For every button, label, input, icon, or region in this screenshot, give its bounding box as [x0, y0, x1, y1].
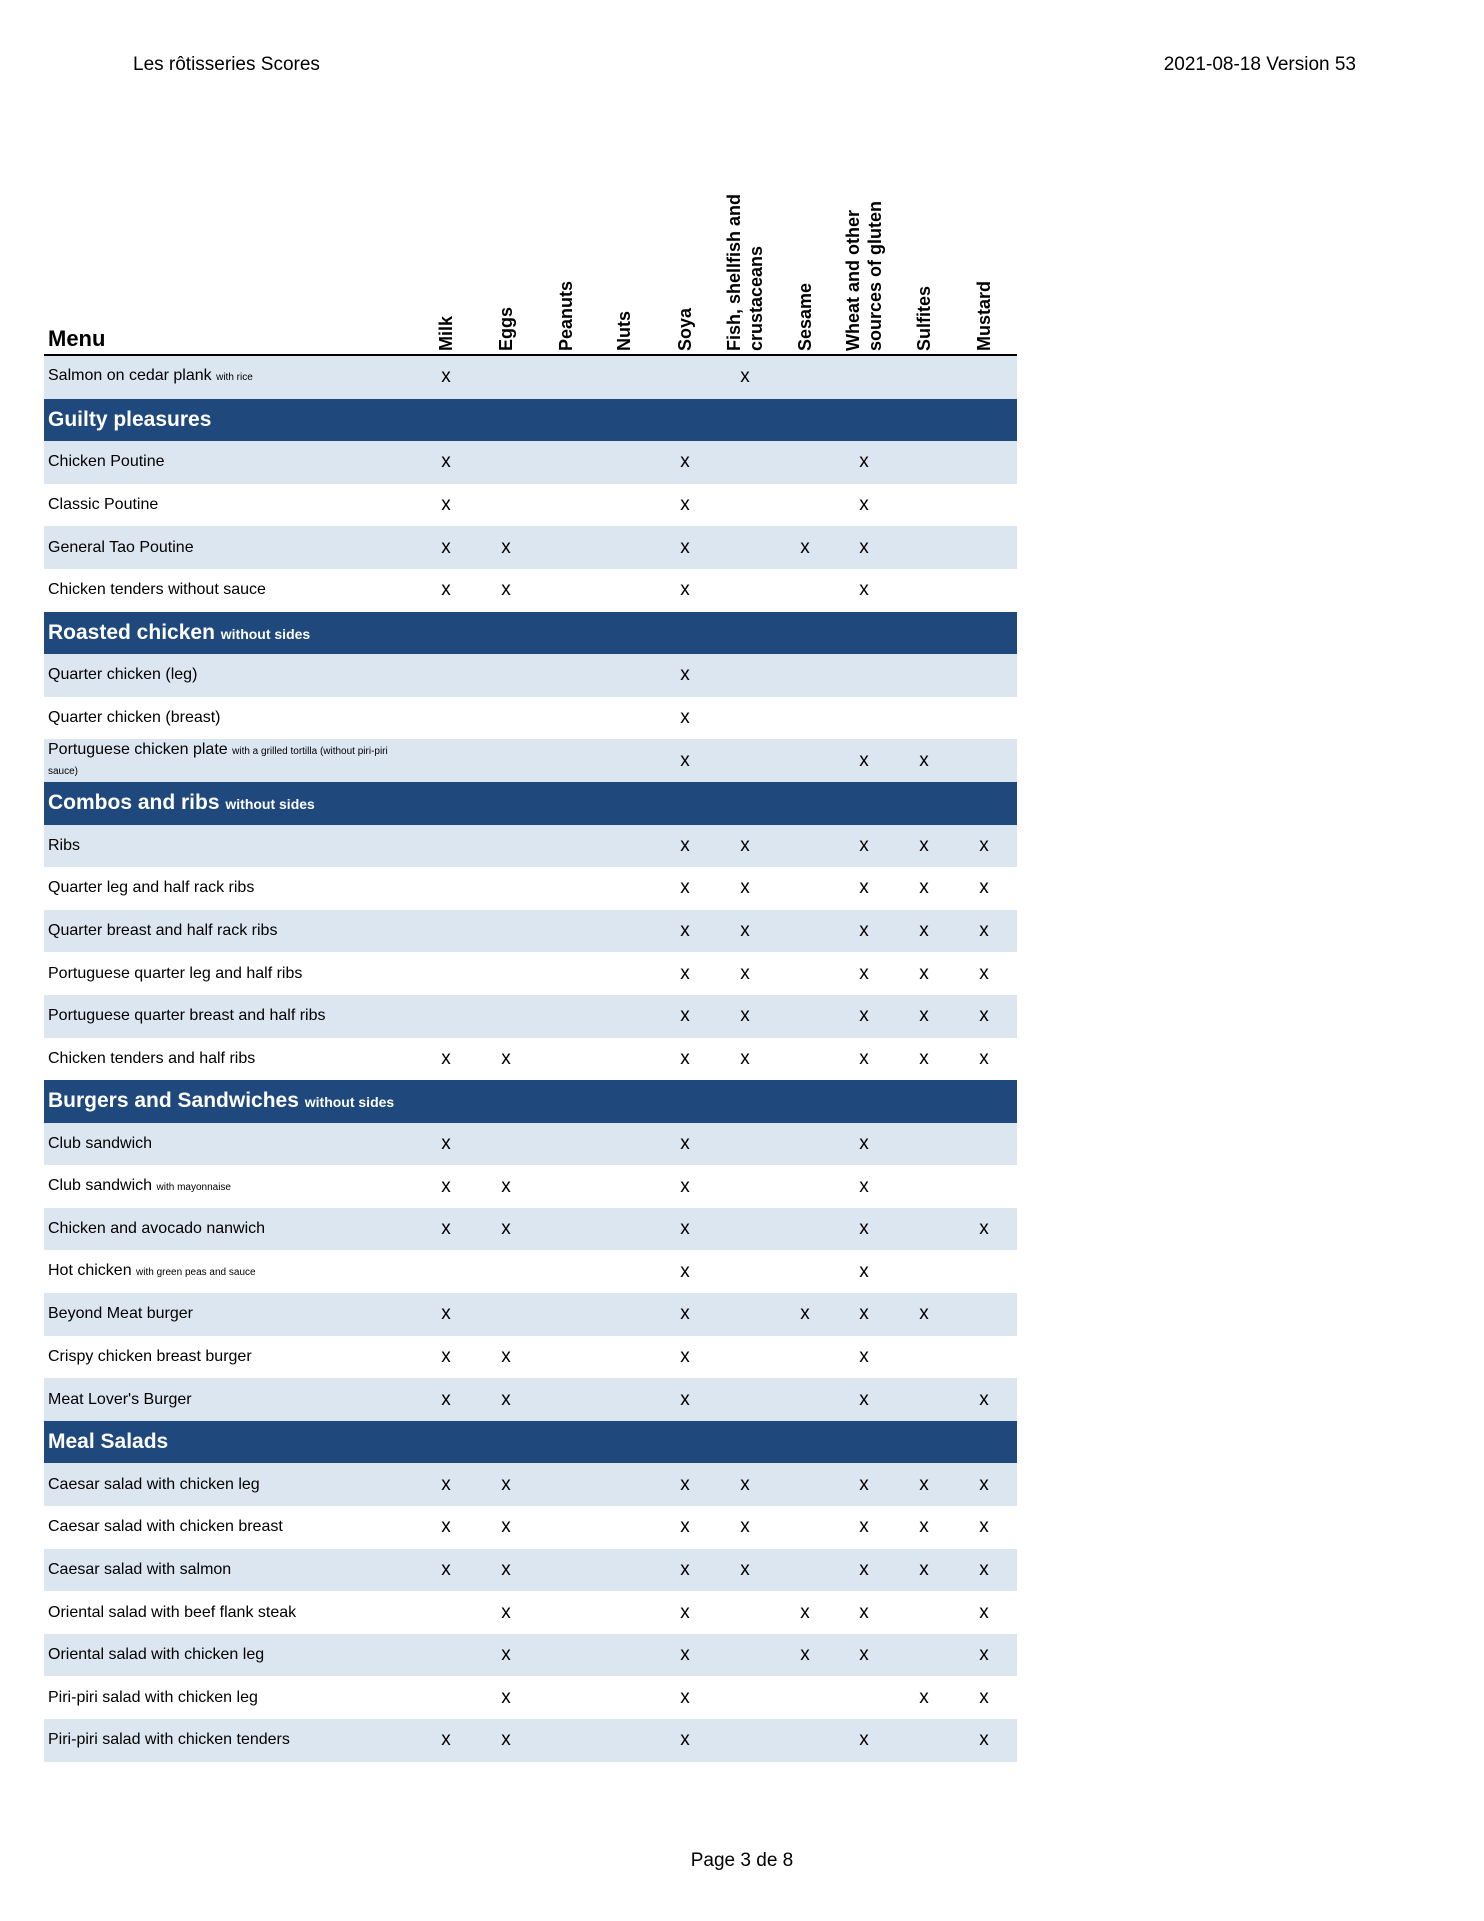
allergen-mark-soya: x [680, 1175, 690, 1197]
allergen-mark-sesame: x [800, 1303, 810, 1325]
menu-item [48, 1007, 408, 1025]
allergen-mark-milk: x [441, 1388, 451, 1410]
allergen-mark-fish-shellfish: x [740, 1005, 750, 1027]
menu-item [48, 453, 408, 471]
menu-item-name: Meat Lover's Burger [48, 1390, 192, 1408]
allergen-mark-mustard: x [979, 1558, 989, 1580]
column-header-line: Soya [675, 307, 695, 351]
allergen-mark-mustard: x [979, 834, 989, 856]
menu-item-row [44, 569, 1017, 612]
allergen-mark-milk: x [441, 366, 451, 388]
allergen-mark-wheat-gluten: x [859, 1047, 869, 1069]
menu-item-name: Chicken tenders and half ribs [48, 1049, 256, 1067]
menu-item-row [44, 1719, 1017, 1762]
allergen-mark-soya: x [680, 707, 690, 729]
allergen-mark-fish-shellfish: x [740, 962, 750, 984]
allergen-mark-eggs: x [501, 1175, 511, 1197]
menu-item [48, 367, 408, 387]
page-number: Page 3 de 8 [690, 1850, 794, 1871]
allergen-mark-milk: x [441, 451, 451, 473]
column-header-line: crustaceans [746, 245, 766, 351]
category-note: without sides [220, 625, 311, 642]
allergen-mark-soya: x [680, 834, 690, 856]
allergen-mark-wheat-gluten: x [859, 536, 869, 558]
menu-item-row [44, 952, 1017, 995]
menu-item-row [44, 739, 1017, 782]
category-row [44, 782, 1017, 825]
allergen-mark-mustard: x [979, 1005, 989, 1027]
allergen-mark-wheat-gluten: x [859, 451, 869, 473]
allergen-mark-milk: x [441, 1175, 451, 1197]
menu-item-note: with green peas and sauce [136, 1266, 256, 1278]
allergen-mark-soya: x [680, 1601, 690, 1623]
menu-item-name: Quarter chicken (breast) [48, 709, 221, 727]
allergen-mark-fish-shellfish: x [740, 1516, 750, 1538]
menu-item-row [44, 825, 1017, 868]
column-header-line: Mustard [974, 280, 994, 351]
menu-item-row [44, 1634, 1017, 1677]
allergen-mark-eggs: x [501, 1686, 511, 1708]
column-header-line: sources of gluten [865, 200, 885, 351]
allergen-mark-soya: x [680, 664, 690, 686]
menu-item-name: Caesar salad with chicken breast [48, 1518, 283, 1536]
allergen-mark-mustard: x [979, 1388, 989, 1410]
menu-item-row [44, 697, 1017, 740]
allergen-mark-soya: x [680, 1260, 690, 1282]
menu-item-name: Beyond Meat burger [48, 1305, 193, 1323]
allergen-mark-wheat-gluten: x [859, 962, 869, 984]
menu-item-row [44, 1591, 1017, 1634]
menu-item [48, 1604, 408, 1622]
allergen-mark-milk: x [441, 1047, 451, 1069]
menu-item-name: Piri-piri salad with chicken tenders [48, 1731, 290, 1749]
menu-item-name: Salmon on cedar plank [48, 367, 212, 385]
menu-item [48, 1177, 408, 1197]
allergen-mark-milk: x [441, 1218, 451, 1240]
allergen-mark-sulfites: x [919, 1516, 929, 1538]
menu-item-name: Quarter leg and half rack ribs [48, 879, 255, 897]
allergen-mark-wheat-gluten: x [859, 1005, 869, 1027]
allergen-mark-soya: x [680, 494, 690, 516]
menu-item-row [44, 1038, 1017, 1081]
menu-item-row [44, 1123, 1017, 1166]
allergen-mark-mustard: x [979, 1516, 989, 1538]
allergen-mark-milk: x [441, 1729, 451, 1751]
allergen-mark-wheat-gluten: x [859, 1175, 869, 1197]
menu-item [48, 1476, 408, 1494]
allergen-mark-soya: x [680, 536, 690, 558]
menu-item-row [44, 1336, 1017, 1379]
allergen-table [44, 175, 1017, 1762]
allergen-mark-wheat-gluten: x [859, 1516, 869, 1538]
menu-item-note: with rice [216, 372, 253, 384]
allergen-mark-milk: x [441, 579, 451, 601]
allergen-mark-mustard: x [979, 1729, 989, 1751]
menu-item-name: Caesar salad with salmon [48, 1560, 232, 1578]
allergen-mark-wheat-gluten: x [859, 1132, 869, 1154]
category-row [44, 399, 1017, 442]
allergen-mark-sulfites: x [919, 1303, 929, 1325]
allergen-mark-sesame: x [800, 1644, 810, 1666]
category-row [44, 1421, 1017, 1464]
category-row [44, 612, 1017, 655]
menu-item-name: Hot chicken [48, 1261, 132, 1279]
menu-item-name: Portuguese quarter breast and half ribs [48, 1007, 326, 1025]
allergen-mark-sulfites: x [919, 1047, 929, 1069]
column-header-line: Peanuts [556, 280, 576, 351]
allergen-mark-mustard: x [979, 877, 989, 899]
allergen-mark-milk: x [441, 1303, 451, 1325]
allergen-mark-sulfites: x [919, 749, 929, 771]
menu-item-name: General Tao Poutine [48, 538, 194, 556]
allergen-mark-sulfites: x [919, 920, 929, 942]
allergen-mark-fish-shellfish: x [740, 1558, 750, 1580]
allergen-mark-wheat-gluten: x [859, 1260, 869, 1282]
allergen-mark-wheat-gluten: x [859, 1473, 869, 1495]
category-row [44, 1080, 1017, 1123]
menu-item-row [44, 1463, 1017, 1506]
allergen-mark-milk: x [441, 1473, 451, 1495]
allergen-mark-milk: x [441, 494, 451, 516]
menu-item-note: with a grilled tortilla (without piri-piri sauce) [48, 745, 388, 777]
menu-item-row [44, 1378, 1017, 1421]
menu-item [48, 1561, 408, 1579]
allergen-mark-sulfites: x [919, 1686, 929, 1708]
category-title: Burgers and Sandwiches [48, 1089, 299, 1113]
menu-item [48, 1305, 408, 1323]
menu-item-name: Chicken tenders without sauce [48, 581, 266, 599]
menu-item-row [44, 867, 1017, 910]
allergen-mark-mustard: x [979, 920, 989, 942]
allergen-mark-eggs: x [501, 1516, 511, 1538]
menu-item-name: Classic Poutine [48, 496, 159, 514]
allergen-mark-soya: x [680, 920, 690, 942]
allergen-mark-mustard: x [979, 1473, 989, 1495]
allergen-mark-soya: x [680, 1473, 690, 1495]
category-title: Roasted chicken [48, 620, 215, 644]
allergen-mark-eggs: x [501, 1388, 511, 1410]
menu-item [48, 1689, 408, 1707]
menu-item [48, 922, 408, 940]
allergen-mark-soya: x [680, 451, 690, 473]
allergen-mark-sulfites: x [919, 877, 929, 899]
menu-item-note: with mayonnaise [156, 1181, 231, 1193]
allergen-mark-wheat-gluten: x [859, 1303, 869, 1325]
menu-item [48, 1348, 408, 1366]
allergen-mark-eggs: x [501, 1644, 511, 1666]
allergen-mark-eggs: x [501, 1218, 511, 1240]
menu-item [48, 1731, 408, 1749]
allergen-mark-eggs: x [501, 536, 511, 558]
allergen-mark-milk: x [441, 1558, 451, 1580]
allergen-mark-eggs: x [501, 579, 511, 601]
menu-item [48, 837, 408, 855]
allergen-mark-soya: x [680, 1729, 690, 1751]
menu-item-row [44, 1549, 1017, 1592]
menu-item [48, 879, 408, 897]
document-version: 2021-08-18 Version 53 [1163, 54, 1356, 75]
menu-item-row [44, 526, 1017, 569]
allergen-mark-sulfites: x [919, 1473, 929, 1495]
menu-item-row [44, 1250, 1017, 1293]
menu-item-name: Piri-piri salad with chicken leg [48, 1688, 258, 1706]
menu-item-name: Oriental salad with chicken leg [48, 1646, 265, 1664]
allergen-mark-soya: x [680, 877, 690, 899]
category-name [48, 1430, 168, 1454]
menu-column-title: Menu [48, 326, 106, 351]
menu-item-name: Oriental salad with beef flank steak [48, 1603, 297, 1621]
allergen-mark-mustard: x [979, 962, 989, 984]
allergen-mark-eggs: x [501, 1473, 511, 1495]
allergen-mark-wheat-gluten: x [859, 1729, 869, 1751]
menu-item [48, 1518, 408, 1536]
allergen-mark-wheat-gluten: x [859, 1601, 869, 1623]
column-header-line: Sesame [795, 282, 815, 351]
allergen-mark-milk: x [441, 536, 451, 558]
allergen-mark-wheat-gluten: x [859, 1218, 869, 1240]
menu-item [48, 741, 408, 781]
menu-item-name: Crispy chicken breast burger [48, 1347, 252, 1365]
allergen-mark-fish-shellfish: x [740, 877, 750, 899]
allergen-mark-eggs: x [501, 1558, 511, 1580]
allergen-mark-wheat-gluten: x [859, 749, 869, 771]
menu-item-row [44, 910, 1017, 953]
allergen-mark-wheat-gluten: x [859, 1388, 869, 1410]
category-name [48, 408, 211, 432]
allergen-mark-soya: x [680, 1005, 690, 1027]
allergen-mark-mustard: x [979, 1601, 989, 1623]
allergen-mark-soya: x [680, 1132, 690, 1154]
allergen-mark-sulfites: x [919, 962, 929, 984]
allergen-mark-wheat-gluten: x [859, 1558, 869, 1580]
allergen-mark-soya: x [680, 1047, 690, 1069]
allergen-mark-fish-shellfish: x [740, 834, 750, 856]
allergen-mark-soya: x [680, 1303, 690, 1325]
allergen-mark-mustard: x [979, 1686, 989, 1708]
allergen-mark-sesame: x [800, 1601, 810, 1623]
allergen-mark-mustard: x [979, 1644, 989, 1666]
allergen-mark-fish-shellfish: x [740, 1047, 750, 1069]
table-body [44, 356, 1017, 1762]
menu-item [48, 1391, 408, 1409]
category-name [48, 1089, 394, 1113]
allergen-mark-eggs: x [501, 1345, 511, 1367]
menu-item [48, 581, 408, 599]
allergen-mark-soya: x [680, 1388, 690, 1410]
menu-item [48, 1050, 408, 1068]
menu-item-name: Portuguese quarter leg and half ribs [48, 964, 303, 982]
allergen-mark-eggs: x [501, 1729, 511, 1751]
menu-item-name: Caesar salad with chicken leg [48, 1475, 260, 1493]
allergen-mark-wheat-gluten: x [859, 834, 869, 856]
category-name [48, 791, 315, 815]
allergen-mark-soya: x [680, 1345, 690, 1367]
menu-item-name: Ribs [48, 836, 81, 854]
menu-item [48, 666, 408, 684]
allergen-mark-fish-shellfish: x [740, 366, 750, 388]
menu-item-name: Club sandwich [48, 1134, 153, 1152]
allergen-mark-wheat-gluten: x [859, 1345, 869, 1367]
menu-item [48, 1262, 408, 1282]
allergen-mark-fish-shellfish: x [740, 920, 750, 942]
menu-item-name: Quarter breast and half rack ribs [48, 922, 278, 940]
menu-item-row [44, 1293, 1017, 1336]
allergen-mark-wheat-gluten: x [859, 920, 869, 942]
table-header [44, 175, 1017, 356]
column-header-line: Nuts [614, 311, 634, 351]
column-header-line: Wheat and other [843, 209, 863, 351]
allergen-mark-eggs: x [501, 1601, 511, 1623]
menu-item-row [44, 654, 1017, 697]
allergen-mark-wheat-gluten: x [859, 494, 869, 516]
allergen-mark-milk: x [441, 1345, 451, 1367]
allergen-mark-eggs: x [501, 1047, 511, 1069]
category-title: Meal Salads [48, 1430, 169, 1454]
menu-item-name: Portuguese chicken plate [48, 740, 228, 758]
menu-item [48, 709, 408, 727]
column-header-line: Eggs [496, 306, 516, 351]
allergen-mark-wheat-gluten: x [859, 877, 869, 899]
menu-item-row [44, 484, 1017, 527]
allergen-mark-soya: x [680, 1644, 690, 1666]
allergen-mark-sulfites: x [919, 1005, 929, 1027]
allergen-mark-soya: x [680, 1516, 690, 1538]
allergen-mark-sulfites: x [919, 834, 929, 856]
menu-item-row [44, 1208, 1017, 1251]
allergen-mark-soya: x [680, 1686, 690, 1708]
restaurant-title: Les rôtisseries Scores [133, 54, 320, 75]
allergen-mark-soya: x [680, 1218, 690, 1240]
allergen-mark-fish-shellfish: x [740, 1473, 750, 1495]
menu-item-row [44, 1165, 1017, 1208]
menu-item-name: Quarter chicken (leg) [48, 666, 198, 684]
allergen-mark-milk: x [441, 1132, 451, 1154]
column-header-line: Fish, shellfish and [724, 193, 744, 351]
allergen-mark-sesame: x [800, 536, 810, 558]
column-header-line: Sulfites [914, 285, 934, 351]
menu-item [48, 1646, 408, 1664]
menu-item-row [44, 995, 1017, 1038]
allergen-mark-wheat-gluten: x [859, 1644, 869, 1666]
allergen-mark-mustard: x [979, 1218, 989, 1240]
category-note: without sides [304, 1094, 395, 1111]
category-title: Combos and ribs [48, 791, 220, 815]
menu-item [48, 496, 408, 514]
menu-item-row [44, 1506, 1017, 1549]
menu-item-row [44, 441, 1017, 484]
category-name [48, 621, 310, 645]
allergen-mark-soya: x [680, 579, 690, 601]
menu-item [48, 539, 408, 557]
allergen-mark-soya: x [680, 1558, 690, 1580]
menu-item-name: Chicken Poutine [48, 453, 165, 471]
allergen-mark-mustard: x [979, 1047, 989, 1069]
allergen-mark-soya: x [680, 962, 690, 984]
menu-item-row [44, 356, 1017, 399]
menu-item-name: Club sandwich [48, 1176, 153, 1194]
menu-item [48, 965, 408, 983]
allergen-mark-sulfites: x [919, 1558, 929, 1580]
menu-item-name: Chicken and avocado nanwich [48, 1220, 266, 1238]
menu-item [48, 1220, 408, 1238]
allergen-mark-soya: x [680, 749, 690, 771]
allergen-mark-milk: x [441, 1516, 451, 1538]
menu-item [48, 1135, 408, 1153]
column-header-line: Milk [436, 315, 456, 351]
category-note: without sides [225, 796, 315, 813]
menu-item-row [44, 1676, 1017, 1719]
allergen-mark-wheat-gluten: x [859, 579, 869, 601]
category-title: Guilty pleasures [48, 407, 212, 431]
